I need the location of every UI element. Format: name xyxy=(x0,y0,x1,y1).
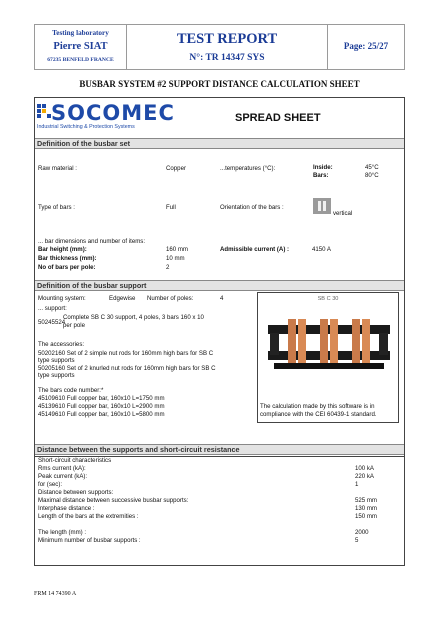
vertical-orientation-icon xyxy=(313,198,331,214)
lab-title: Testing laboratory xyxy=(52,29,109,37)
duration-label: for (sec): xyxy=(38,481,63,488)
support-desc-2: per pole xyxy=(63,322,86,329)
min-supports-label: Minimum number of busbar supports : xyxy=(38,537,141,544)
rms-current-label: Rms current (kA): xyxy=(38,465,86,472)
accessories-label: The accessories: xyxy=(38,341,85,348)
bars-label: Bars: xyxy=(313,172,329,179)
orientation-label: Orientation of the bars : xyxy=(220,204,284,211)
bar-code-2: 45139610 Full copper bar, 160x10 L=2900 mm xyxy=(38,403,165,410)
lab-address: 67235 BENFELD FRANCE xyxy=(47,57,114,63)
distance-supports-label: Distance between supports: xyxy=(38,489,114,496)
extremity-length-label: Length of the bars at the extremities : xyxy=(38,513,139,520)
accessory-2b: type supports xyxy=(38,372,75,379)
mounting-value: Edgewise xyxy=(109,295,136,302)
report-title: TEST REPORT xyxy=(176,31,278,47)
admissible-current-value: 4150 A xyxy=(312,246,331,253)
bars-per-pole-value: 2 xyxy=(166,264,170,271)
accessory-1b: type supports xyxy=(38,357,75,364)
temperatures-label: ...temperatures (°C): xyxy=(220,165,276,172)
accessory-2a: 50205160 Set of 2 knurled nut rods for 160mm high bars for SB C xyxy=(38,365,216,372)
bar-codes-label: The bars code number:* xyxy=(38,387,104,394)
dimensions-label: ... bar dimensions and number of items: xyxy=(38,238,146,245)
max-distance-value: 525 mm xyxy=(355,497,378,504)
sheet-title: SPREAD SHEET xyxy=(235,112,321,124)
section-busbar-support: Definition of the busbar support xyxy=(35,280,404,291)
sc-characteristics-label: Short-circuit characteristics xyxy=(38,457,112,464)
raw-material-value: Copper xyxy=(166,165,186,172)
bar-height-label: Bar height (mm): xyxy=(38,246,87,253)
poles-label: Number of poles: xyxy=(147,295,194,302)
compliance-note-2: compliance with the CEI 60439-1 standard. xyxy=(260,411,377,418)
support-code: 50245524 xyxy=(38,319,66,326)
peak-current-value: 220 kA xyxy=(355,473,374,480)
product-image-box xyxy=(257,292,399,423)
busbar-support-image xyxy=(258,315,398,385)
type-of-bars-label: Type of bars : xyxy=(38,204,75,211)
admissible-current-label: Admissible current (A) : xyxy=(220,246,290,253)
inside-label: Inside: xyxy=(313,164,333,171)
type-of-bars-value: Full xyxy=(166,204,176,211)
inside-value: 45°C xyxy=(365,164,379,171)
duration-value: 1 xyxy=(355,481,359,488)
product-image-caption: SB C 30 xyxy=(317,296,339,302)
report-number: N°: TR 14347 SYS xyxy=(189,53,265,63)
max-distance-label: Maximal distance between successive busbar supports: xyxy=(38,497,189,504)
total-length-label: The length (mm) : xyxy=(38,529,87,536)
min-supports-value: 5 xyxy=(355,537,359,544)
total-length-value: 2000 xyxy=(355,529,369,536)
document-title: BUSBAR SYSTEM #2 SUPPORT DISTANCE CALCULATION SHEET xyxy=(79,79,360,89)
interphase-label: Interphase distance : xyxy=(38,505,95,512)
bar-thickness-label: Bar thickness (mm): xyxy=(38,255,97,262)
support-desc-1: Complete SB C 30 support, 4 poles, 3 bars 160 x 10 xyxy=(63,314,204,321)
extremity-length-value: 150 mm xyxy=(355,513,378,520)
bars-per-pole-label: No of bars per pole: xyxy=(38,264,96,271)
peak-current-label: Peak current (kA): xyxy=(38,473,88,480)
spread-sheet xyxy=(34,97,405,457)
compliance-note-1: The calculation made by this software is in xyxy=(260,403,375,410)
logo-tagline: Industrial Switching & Protection Systems xyxy=(37,124,135,130)
orientation-value: vertical xyxy=(333,210,353,217)
mounting-label: Mounting system: xyxy=(38,295,86,302)
accessory-1a: 50202160 Set of 2 simple nut rods for 160mm high bars for SB C xyxy=(38,350,214,357)
bar-code-1: 45109610 Full copper bar, 160x10 L=1750 mm xyxy=(38,395,165,402)
rms-current-value: 100 kA xyxy=(355,465,374,472)
logo-mark-icon xyxy=(37,104,51,122)
raw-material-label: Raw material : xyxy=(38,165,77,172)
bar-height-value: 160 mm xyxy=(166,246,189,253)
form-reference: FRM 14 74390 A xyxy=(34,591,77,597)
distance-block xyxy=(34,453,405,566)
section-busbar-set: Definition of the busbar set xyxy=(35,138,404,149)
logo xyxy=(37,101,175,133)
lab-name: Pierre SIAT xyxy=(53,41,108,52)
support-label: ... support: xyxy=(38,305,67,312)
section-distance: Distance between the supports and short-circuit resistance xyxy=(35,444,404,455)
interphase-value: 130 mm xyxy=(355,505,378,512)
page-number: Page: 25/27 xyxy=(343,41,389,51)
bar-thickness-value: 10 mm xyxy=(166,255,185,262)
bars-value: 80°C xyxy=(365,172,379,179)
bar-code-3: 45149610 Full copper bar, 160x10 L=5800 mm xyxy=(38,411,165,418)
logo-brand: SOCOMEC xyxy=(51,101,175,125)
poles-value: 4 xyxy=(220,295,224,302)
